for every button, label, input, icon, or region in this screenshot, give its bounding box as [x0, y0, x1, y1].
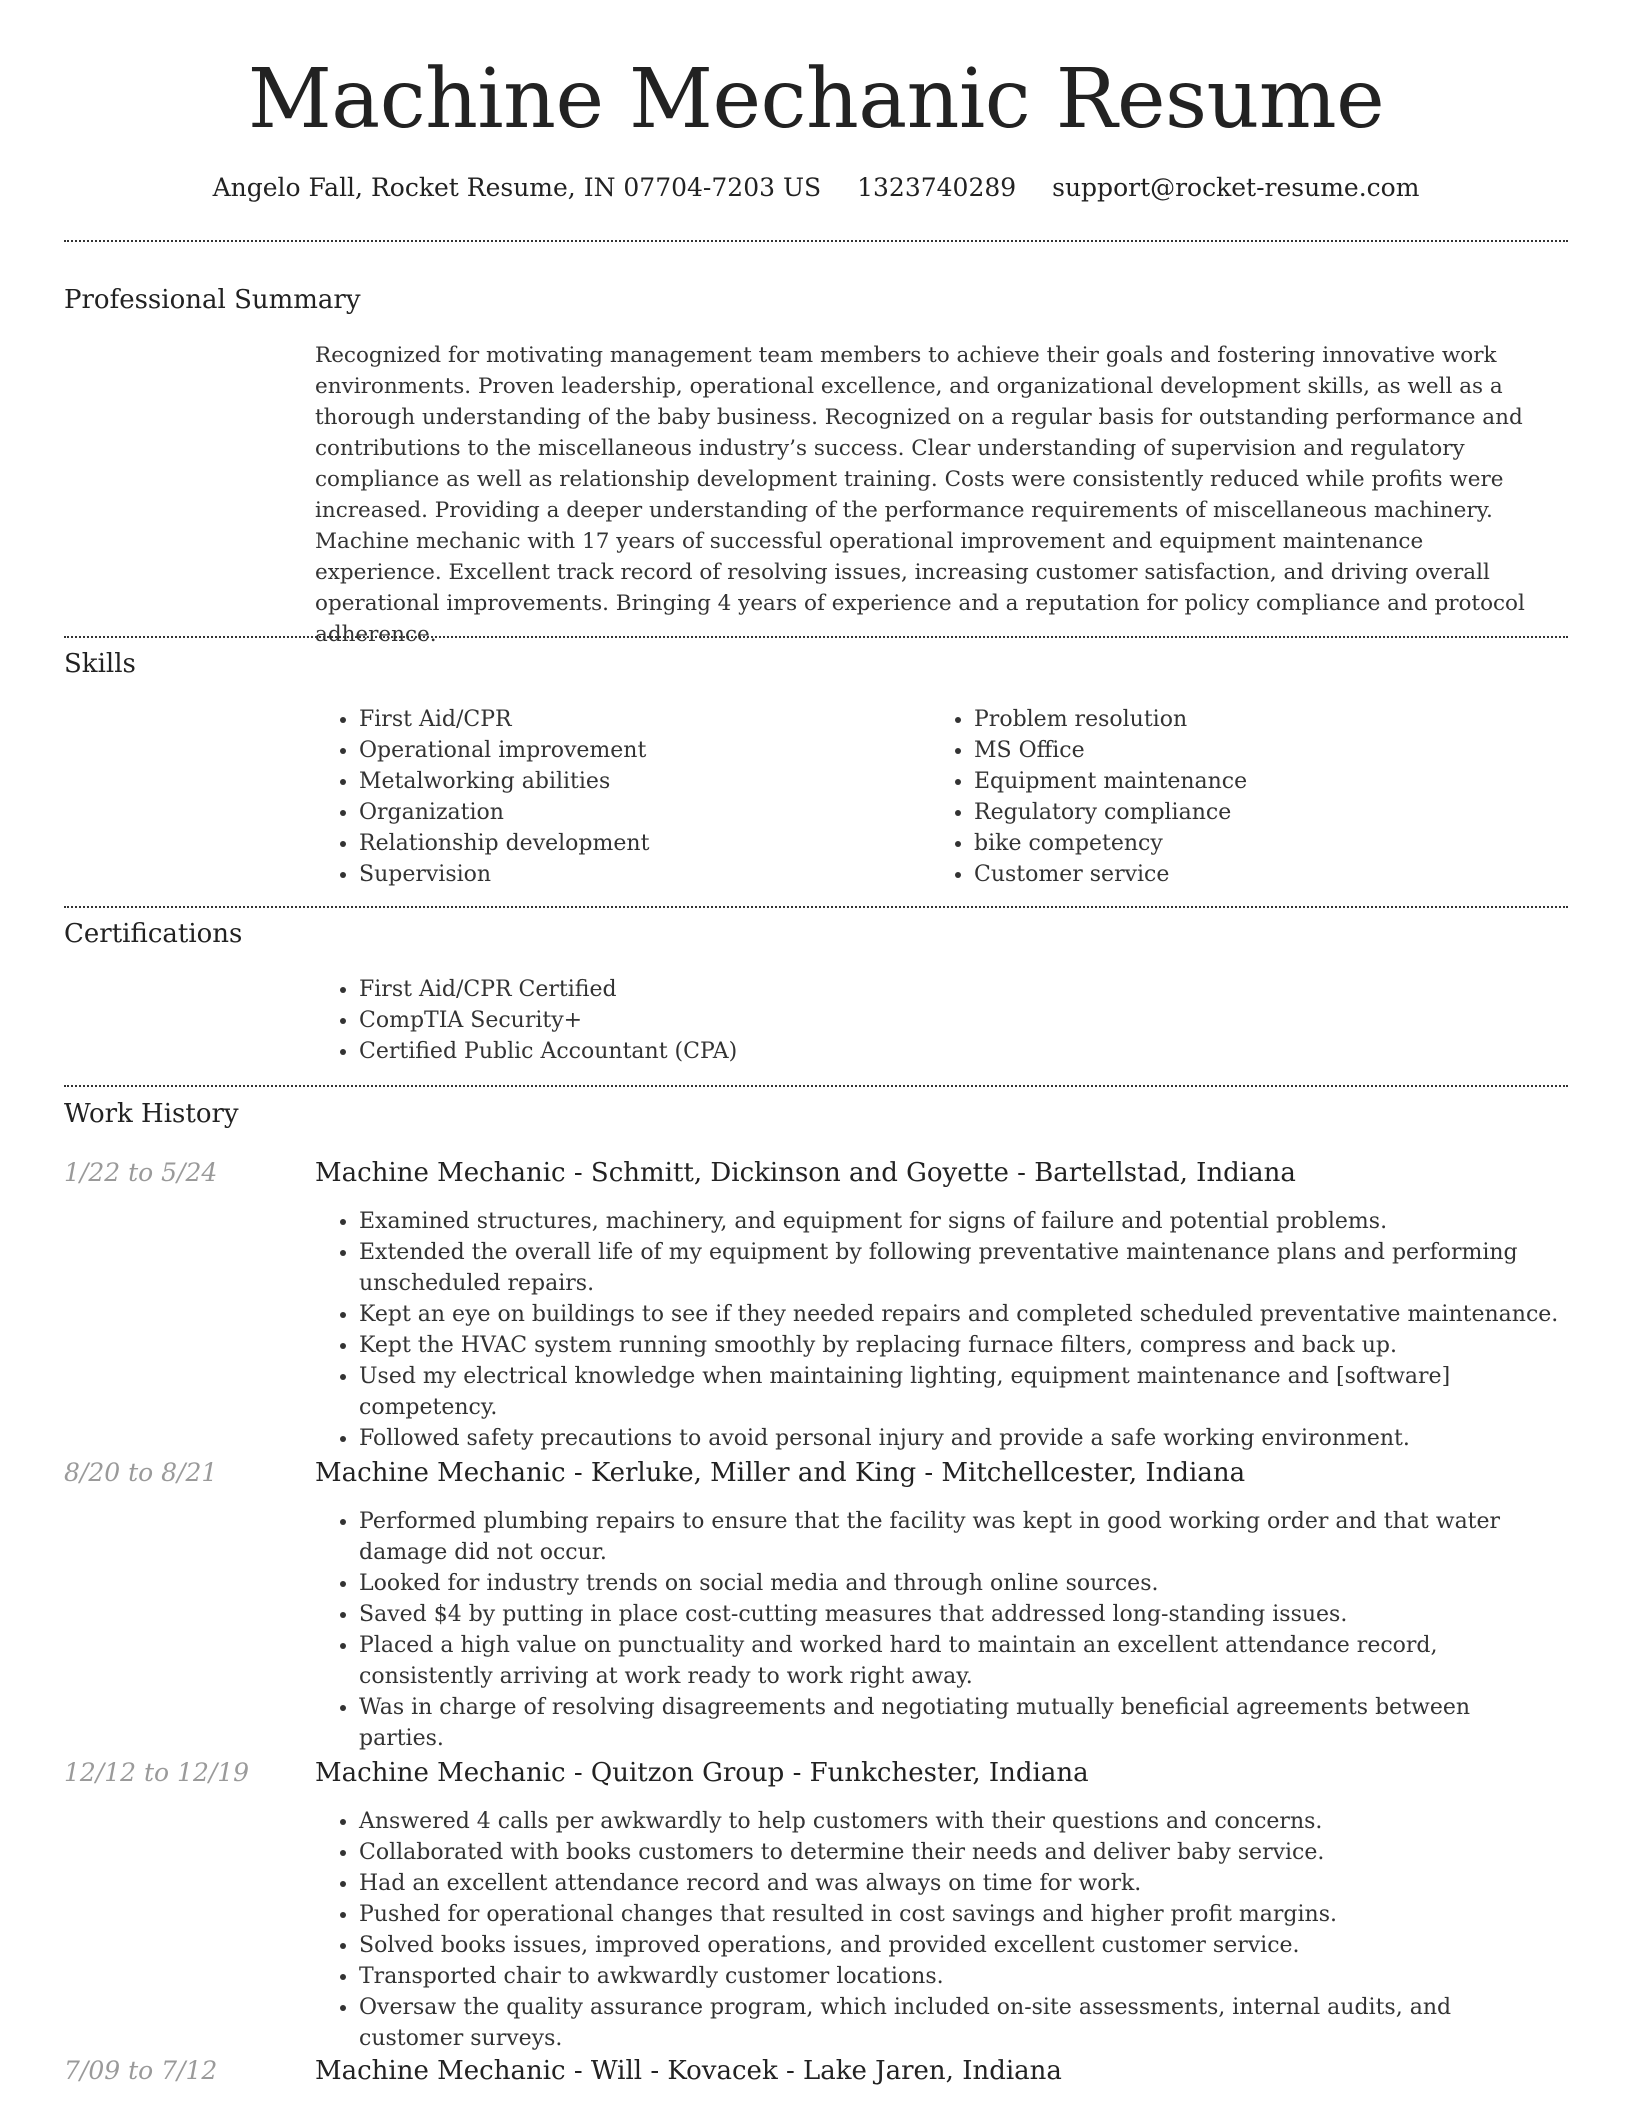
- job-bullet: • Extended the overall life of my equipment by following preventative maintenance plans and performing unscheduled repairs.: [359, 1237, 1560, 1299]
- job-title: Machine Mechanic - Will - Kovacek - Lake Jaren, Indiana: [315, 2056, 1062, 2086]
- job-bullets: [315, 1806, 1560, 2054]
- skill-item: • Organization: [359, 797, 915, 828]
- job-bullet: • Saved $4 by putting in place cost-cutting measures that addressed long-standing issues.: [359, 1599, 1560, 1630]
- skills-column-left: [315, 704, 915, 890]
- skill-item: • Supervision: [359, 859, 915, 890]
- job-bullet: • Followed safety precautions to avoid personal injury and provide a safe working environment.: [359, 1423, 1560, 1454]
- job-bullet: • Collaborated with books customers to determine their needs and deliver baby service.: [359, 1837, 1560, 1868]
- job-bullet: • Was in charge of resolving disagreements and negotiating mutually beneficial agreements between parties.: [359, 1692, 1560, 1754]
- job-bullet: • Looked for industry trends on social media and through online sources.: [359, 1568, 1560, 1599]
- certification-item: • Certified Public Accountant (CPA): [359, 1036, 737, 1067]
- skills-heading: Skills: [64, 649, 136, 679]
- job-title: Machine Mechanic - Schmitt, Dickinson and Goyette - Bartellstad, Indiana: [315, 1158, 1296, 1188]
- job-bullet: • Oversaw the quality assurance program, which included on-site assessments, internal audits, and customer surveys.: [359, 1992, 1560, 2054]
- job-bullet: • Examined structures, machinery, and equipment for signs of failure and potential problems.: [359, 1206, 1560, 1237]
- job-bullet: • Kept an eye on buildings to see if they needed repairs and completed scheduled preventative maintenance.: [359, 1299, 1560, 1330]
- contact-address: Angelo Fall, Rocket Resume, IN 07704-7203 US: [212, 173, 822, 202]
- job-bullet: • Solved books issues, improved operations, and provided excellent customer service.: [359, 1930, 1560, 1961]
- skill-item: • bike competency: [974, 828, 1530, 859]
- contact-email: support@rocket-resume.com: [1052, 173, 1420, 202]
- certifications-heading: Certifications: [64, 919, 243, 949]
- skill-item: • Relationship development: [359, 828, 915, 859]
- job-title: Machine Mechanic - Kerluke, Miller and King - Mitchellcester, Indiana: [315, 1458, 1246, 1488]
- divider: [64, 636, 1568, 638]
- job-bullet: • Kept the HVAC system running smoothly by replacing furnace filters, compress and back up.: [359, 1330, 1560, 1361]
- divider: [64, 240, 1568, 242]
- job-bullet: • Used my electrical knowledge when maintaining lighting, equipment maintenance and [software] competency.: [359, 1361, 1560, 1423]
- resume-title: Machine Mechanic Resume: [247, 52, 1385, 147]
- certification-item: • CompTIA Security+: [359, 1005, 737, 1036]
- job-bullet: • Placed a high value on punctuality and worked hard to maintain an excellent attendance record, consistently arriving at work ready to work right away.: [359, 1630, 1560, 1692]
- job-bullets: [315, 1206, 1560, 1454]
- job-bullet: • Performed plumbing repairs to ensure that the facility was kept in good working order and that water damage did not occur.: [359, 1506, 1560, 1568]
- summary-heading: Professional Summary: [64, 285, 361, 315]
- contact-line: [0, 170, 1632, 206]
- work-history-heading: Work History: [64, 1099, 239, 1129]
- certification-item: • First Aid/CPR Certified: [359, 974, 737, 1005]
- divider: [64, 1085, 1568, 1087]
- skill-item: • Operational improvement: [359, 735, 915, 766]
- job-dates: 12/12 to 12/19: [64, 1758, 250, 1787]
- job-dates: 7/09 to 7/12: [64, 2056, 218, 2085]
- skill-item: • Problem resolution: [974, 704, 1530, 735]
- divider: [64, 906, 1568, 908]
- job-dates: 1/22 to 5/24: [64, 1158, 218, 1187]
- job-title: Machine Mechanic - Quitzon Group - Funkchester, Indiana: [315, 1758, 1089, 1788]
- skill-item: • MS Office: [974, 735, 1530, 766]
- skill-item: • First Aid/CPR: [359, 704, 915, 735]
- contact-phone: 1323740289: [857, 173, 1017, 202]
- certifications-list: [315, 974, 737, 1067]
- skills-column-right: [930, 704, 1530, 890]
- skill-item: • Equipment maintenance: [974, 766, 1530, 797]
- job-bullet: • Transported chair to awkwardly customer locations.: [359, 1961, 1560, 1992]
- skill-item: • Regulatory compliance: [974, 797, 1530, 828]
- job-bullet: • Answered 4 calls per awkwardly to help customers with their questions and concerns.: [359, 1806, 1560, 1837]
- job-bullet: • Had an excellent attendance record and was always on time for work.: [359, 1868, 1560, 1899]
- job-dates: 8/20 to 8/21: [64, 1458, 218, 1487]
- job-bullet: • Pushed for operational changes that resulted in cost savings and higher profit margins.: [359, 1899, 1560, 1930]
- summary-text: Recognized for motivating management team members to achieve their goals and fostering innovative work environments. Proven leadership, operational excellence, and organizational development skills, as well as a thorough understanding of the baby business. Recognized on a regular basis for outstanding performance and contributions to the miscellaneous industry’s success. Clear understanding of supervision and regulatory compliance as well as relationship development training. Costs were consistently reduced while profits were increased. Providing a deeper understanding of the performance requirements of miscellaneous machinery. Machine mechanic with 17 years of successful operational improvement and equipment maintenance experience. Excellent track record of resolving issues, increasing customer satisfaction, and driving overall operational improvements. Bringing 4 years of experience and a reputation for policy compliance and protocol adherence.: [315, 343, 1525, 647]
- skill-item: • Customer service: [974, 859, 1530, 890]
- skill-item: • Metalworking abilities: [359, 766, 915, 797]
- job-bullets: [315, 1506, 1560, 1754]
